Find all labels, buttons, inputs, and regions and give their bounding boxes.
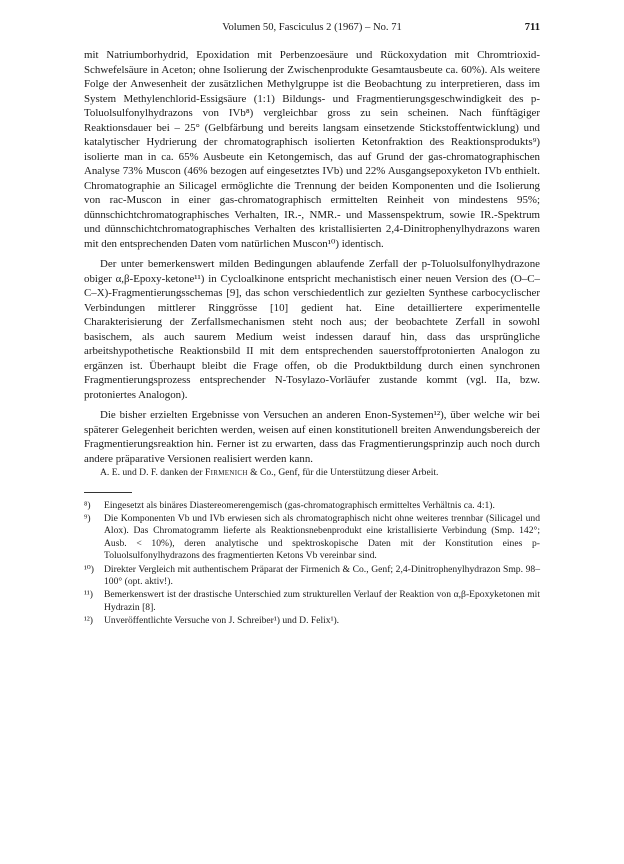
ack-firm-name: Firmenich <box>205 467 248 478</box>
footnote-12 <box>84 615 540 627</box>
acknowledgement <box>84 466 540 481</box>
running-head: Volumen 50, Fasciculus 2 (1967) – No. 71 <box>222 22 402 33</box>
footnote-mark: ⁹) <box>84 512 91 524</box>
footnote-8 <box>84 500 540 512</box>
ack-text-before: A. E. und D. F. danken der <box>100 467 203 478</box>
footnote-mark: ¹⁰) <box>84 563 94 575</box>
footnote-text: Eingesetzt als binäres Diastereomerengemisch (gas-chromatographisch ermitteltes Verhältnis ca. 4:1). <box>104 499 495 511</box>
running-header <box>84 22 540 38</box>
footnote-text: Die Komponenten Vb und IVb erwiesen sich als chromatographisch nicht ohne weiteres trennbar (Silicagel und Alox). Das Chromatogramm lieferte als Reaktionsnebenprodukt eine kristallisierte Verbindung (Smp. 142°; Ausb. < 10%), deren analytische und spektroskopische Daten mit der Konstitution eines p-Toluolsulfonylhydrazons des fragmentierten Ketons Vb vereinbar sind. <box>104 512 540 562</box>
footnote-text: Bemerkenswert ist der drastische Unterschied zum strukturellen Verlauf der Reaktion von α,β-Epoxyketonen mit Hydrazin [8]. <box>104 589 540 613</box>
footnote-mark: ¹¹) <box>84 589 93 601</box>
footnote-text: Direkter Vergleich mit authentischem Präparat der Firmenich & Co., Genf; 2,4-Dinitrophenylhydrazon Smp. 98–100° (opt. aktiv!). <box>104 563 540 587</box>
footnote-9 <box>84 513 540 563</box>
page-number: 711 <box>524 22 540 33</box>
footnote-divider <box>84 492 132 493</box>
paragraph-1: mit Natriumborhydrid, Epoxidation mit Perbenzoesäure und Rückoxydation mit Chromtrioxid-Schwefelsäure in Aceton; ohne Isolierung der Zwischenprodukte Gesamtausbeute ca. 60%). Als weitere Folge der Anwesenheit der zusätzlichen Methylgruppe ist die Beobachtung zu interpretieren, dass im System Methylenchlorid-Essigsäure (1:1) Bildungs- und Fragmentierungsgeschwindigkeit des p-Toluolsulfonylhydrazons von IVb⁸) vergleichbar gross zu sein scheinen. Nach fünftägiger Reaktionsdauer bei – 25° (Gelbfärbung und bereits langsam einsetzende Stickstoffentwicklung) und katalytischer Hydrierung der chromatographisch isolierten Ketonfraktion des Reaktionsprodukts⁹) isolierte man in ca. 65% Ausbeute ein Ketongemisch, das auf Grund der gas-chromatographischen Analyse 73% Muscon (46% bezogen auf eingesetztes IVb) und 22% Ausgangsepoxyketon IVb enthielt. Chromatographie an Silicagel ermöglichte die Trennung der beiden Komponenten und die Isolierung von rac-Muscon in einer gas-chromatographisch ermittelten Reinheit von mindestens 95%; dünnschichtchromatographisches Verhalten, IR.-, NMR.- und Massenspektrum, sowie IR.-Spektrum und dünnschichtchromatographisches Verhalten des kristallisierten 2,4-Dinitrophenylhydrazons waren mit den entsprechenden Daten vom natürlichen Muscon¹⁰) identisch. <box>84 49 540 250</box>
footnote-11 <box>84 589 540 614</box>
paragraph-2: Der unter bemerkenswert milden Bedingungen ablaufende Zerfall der p-Toluolsulfonylhydrazone obiger α,β-Epoxy-ketone¹¹) in Cycloalkinone entspricht mechanistisch einer neuen Version des (O–C–C–X)-Fragmentierungsschemas [9], das schon verschiedentlich zur gezielten Synthese carbocyclischer Verbindungen mittlerer Ringgrösse [10] gedient hat. Eine detailliertere experimentelle Charakterisierung der Zerfallsmechanismen steht noch aus; der beobachtete Zerfall in sowohl basischem, als auch saurem Medium weist indessen darauf hin, dass das ursprüngliche arbeitshypothetische Reaktionsbild II mit dem entsprechenden sauerstoffprotonierten Analogon zu ergänzen ist. Überhaupt bleibt die Frage offen, ob die Produktbildung durch einen synchronen Fragmentierungsprozess entsprechender N-Tosylazo-Vorläufer zustande kommt (vgl. IIa, bzw. protoniertes Analogon). <box>84 258 540 401</box>
footnote-mark: ¹²) <box>84 615 93 627</box>
paragraph-3: Die bisher erzielten Ergebnisse von Versuchen an anderen Enon-Systemen¹²), über welche wir bei späterer Gelegenheit berichten werden, weisen auf einen konstitutionell breiten Anwendungsbereich der Fragmentierungsreaktion hin. Ferner ist zu erwarten, dass das Fragmentierungsprinzip auch noch durch andere präparative Versionen realisiert werden kann. <box>84 409 540 465</box>
footnote-text: Unveröffentlichte Versuche von J. Schreiber¹) und D. Felix¹). <box>104 615 340 627</box>
footnotes <box>84 500 540 628</box>
footnote-10 <box>84 564 540 589</box>
ack-text-after: & Co., Genf, für die Unterstützung dieser Arbeit. <box>250 467 439 478</box>
footnote-mark: ⁸) <box>84 499 91 511</box>
article-body <box>84 48 540 629</box>
